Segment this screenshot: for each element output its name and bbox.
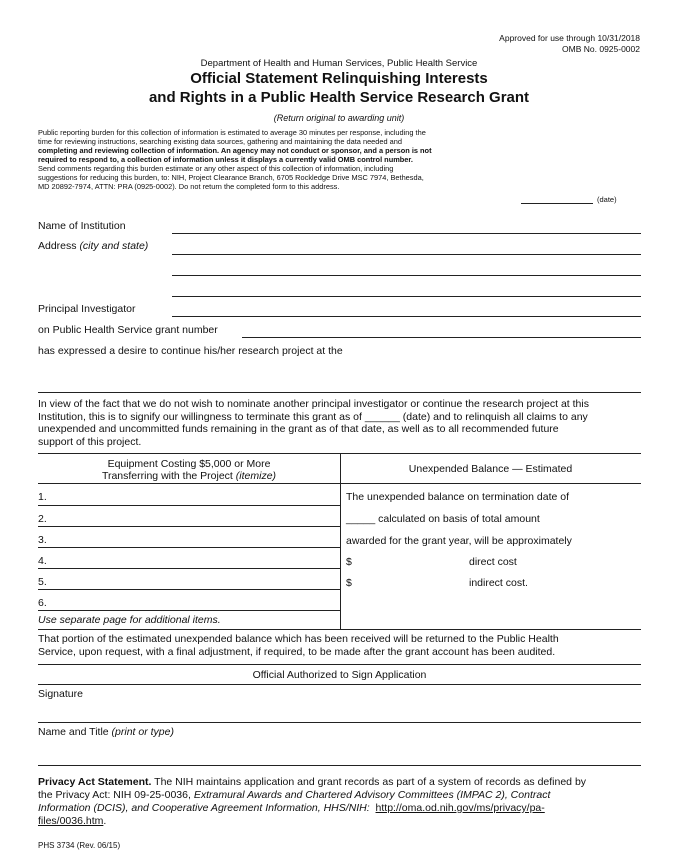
address-label-hint: (city and state) bbox=[79, 240, 149, 252]
new-institution-field[interactable] bbox=[38, 378, 641, 391]
item-row-rule bbox=[38, 505, 340, 506]
address-field-3[interactable] bbox=[172, 282, 641, 295]
equipment-header bbox=[38, 458, 340, 482]
item-row-rule bbox=[38, 610, 340, 611]
statement-line: unexpended and uncommitted funds remaining in the grant as of that date, as well as to all recommended future bbox=[38, 423, 559, 435]
item-field-1[interactable] bbox=[54, 490, 338, 503]
privacy-line-4 bbox=[38, 815, 648, 828]
item-field-4[interactable] bbox=[54, 554, 338, 567]
address-field-2[interactable] bbox=[172, 261, 641, 274]
item-row-rule bbox=[38, 526, 340, 527]
item-number: 6. bbox=[38, 597, 47, 609]
unexpended-balance-header: Unexpended Balance — Estimated bbox=[408, 463, 573, 475]
approval-header bbox=[499, 33, 640, 55]
new-institution-line bbox=[38, 392, 641, 393]
privacy-link[interactable]: http://oma.od.nih.gov/ms/privacy/pa- bbox=[375, 802, 545, 814]
privacy-period: . bbox=[103, 815, 107, 827]
department-name: Department of Health and Human Services, Public Health Service bbox=[200, 58, 478, 69]
grant-number-field[interactable] bbox=[242, 323, 641, 336]
burden-line: Send comments regarding this burden estimate or any other aspect of this collection of information, including bbox=[38, 164, 394, 173]
item-number: 3. bbox=[38, 534, 47, 546]
privacy-line-3 bbox=[38, 802, 648, 815]
additional-items-note: Use separate page for additional items. bbox=[38, 614, 221, 626]
burden-line: time for reviewing instructions, searching existing data sources, gathering and maintaining the data needed and bbox=[38, 137, 403, 146]
privacy-text-italic: Information (DCIS), and Cooperative Agreement Information, HHS/NIH: bbox=[38, 802, 370, 814]
direct-cost-field[interactable] bbox=[358, 555, 463, 568]
name-title-label bbox=[38, 726, 174, 738]
indirect-cost-field[interactable] bbox=[358, 576, 463, 589]
signature-rule bbox=[38, 722, 641, 723]
privacy-text: The NIH maintains application and grant records as part of a system of records as defined by bbox=[151, 776, 587, 788]
item-field-6[interactable] bbox=[54, 596, 338, 609]
omb-number: OMB No. 0925-0002 bbox=[562, 44, 640, 54]
portion-statement bbox=[38, 633, 648, 658]
item-number: 2. bbox=[38, 513, 47, 525]
name-title-text: Name and Title bbox=[38, 726, 112, 738]
statement-line: Institution, this is to signify our willingness to terminate this grant as of ______ (date) and to relinquish all claims to any bbox=[38, 410, 588, 423]
item-row-rule bbox=[38, 547, 340, 548]
address-label-text: Address bbox=[38, 240, 80, 252]
item-field-2[interactable] bbox=[54, 512, 338, 525]
balance-text-line-1: The unexpended balance on termination date of bbox=[346, 491, 569, 503]
institution-line bbox=[172, 233, 641, 234]
item-row-rule bbox=[38, 568, 340, 569]
privacy-heading: Privacy Act Statement. bbox=[38, 776, 152, 788]
privacy-link-continued[interactable]: files/0036.htm bbox=[38, 815, 104, 827]
grant-number-line bbox=[242, 337, 641, 338]
item-field-5[interactable] bbox=[54, 575, 338, 588]
signature-field[interactable] bbox=[38, 703, 641, 719]
portion-line: That portion of the estimated unexpended balance which has been received will be returned to the Public Health bbox=[38, 633, 559, 645]
direct-cost-label: direct cost bbox=[469, 556, 517, 568]
date-line bbox=[521, 203, 593, 204]
burden-line: required to respond to, a collection of information unless it displays a currently valid OMB control number. bbox=[38, 155, 413, 164]
official-heading: Official Authorized to Sign Application bbox=[252, 669, 427, 681]
privacy-act-statement bbox=[38, 776, 648, 828]
equipment-header-line-1: Equipment Costing $5,000 or More bbox=[107, 458, 271, 470]
portion-bottom-rule bbox=[38, 664, 641, 665]
signature-label: Signature bbox=[38, 688, 83, 700]
burden-line: suggestions for reducing this burden, to: NIH, Project Clearance Branch, 6705 Rockledge Drive MSC 7974, Bethesda, bbox=[38, 173, 424, 182]
name-title-rule bbox=[38, 765, 641, 766]
relinquish-statement bbox=[38, 398, 648, 448]
statement-line: support of this project. bbox=[38, 435, 142, 448]
principal-investigator-field[interactable] bbox=[172, 302, 641, 315]
burden-line: MD 20892-7974, ATTN: PRA (0925-0002). Do not return the completed form to this address. bbox=[38, 182, 340, 191]
name-title-field[interactable] bbox=[38, 742, 641, 758]
statement-line: In view of the fact that we do not wish to nominate another principal investigator or continue the research project at this bbox=[38, 398, 589, 410]
equipment-header-line-2 bbox=[38, 470, 340, 482]
name-title-hint: (print or type) bbox=[111, 726, 174, 738]
privacy-text-italic: Extramural Awards and Chartered Advisory Committees (IMPAC 2), Contract bbox=[193, 789, 551, 801]
address-line-1 bbox=[172, 254, 641, 255]
portion-line: Service, upon request, with a final adjustment, if required, to be made after the grant account has been audited. bbox=[38, 645, 556, 658]
privacy-text: the Privacy Act: NIH 09-25-0036, bbox=[38, 789, 194, 801]
principal-investigator-line bbox=[172, 316, 641, 317]
form-subtitle: (Return original to awarding unit) bbox=[273, 113, 405, 123]
official-heading-rule bbox=[38, 684, 641, 685]
address-line-3 bbox=[172, 296, 641, 297]
address-field-1[interactable] bbox=[172, 240, 641, 253]
table-header-rule bbox=[38, 483, 641, 484]
principal-investigator-label: Principal Investigator bbox=[38, 303, 136, 315]
approval-date: Approved for use through 10/31/2018 bbox=[499, 33, 640, 43]
item-field-3[interactable] bbox=[54, 533, 338, 546]
balance-text-line-3: awarded for the grant year, will be approximately bbox=[346, 535, 572, 547]
item-number: 5. bbox=[38, 576, 47, 588]
burden-statement bbox=[38, 128, 528, 191]
institution-label: Name of Institution bbox=[38, 220, 126, 232]
item-number: 4. bbox=[38, 555, 47, 567]
item-number: 1. bbox=[38, 491, 47, 503]
institution-field[interactable] bbox=[172, 219, 641, 232]
indirect-cost-dollar-sign: $ bbox=[346, 577, 352, 589]
privacy-line-2 bbox=[38, 789, 648, 802]
burden-line: Public reporting burden for this collection of information is estimated to average 30 minutes per response, including the bbox=[38, 128, 426, 137]
date-label: (date) bbox=[597, 195, 617, 204]
table-bottom-rule bbox=[38, 629, 641, 630]
form-title-line-1: Official Statement Relinquishing Interests bbox=[190, 70, 488, 87]
address-label bbox=[38, 240, 148, 252]
form-title-line-2: and Rights in a Public Health Service Research Grant bbox=[148, 89, 530, 106]
item-row-rule bbox=[38, 589, 340, 590]
equipment-header-text: Transferring with the Project bbox=[101, 470, 236, 482]
form-number: PHS 3734 (Rev. 06/15) bbox=[38, 841, 121, 850]
continue-research-label: has expressed a desire to continue his/her research project at the bbox=[38, 345, 343, 357]
privacy-line-1 bbox=[38, 776, 648, 789]
grant-number-label: on Public Health Service grant number bbox=[38, 324, 218, 336]
burden-line: completing and reviewing collection of information. An agency may not conduct or sponsor, and a person is not bbox=[38, 146, 432, 155]
equipment-header-hint: (itemize) bbox=[235, 470, 277, 482]
address-line-2 bbox=[172, 275, 641, 276]
date-field[interactable] bbox=[521, 193, 593, 203]
table-divider bbox=[340, 453, 341, 629]
direct-cost-dollar-sign: $ bbox=[346, 556, 352, 568]
balance-text-line-2: _____ calculated on basis of total amount bbox=[346, 513, 540, 525]
indirect-cost-label: indirect cost. bbox=[469, 577, 528, 589]
